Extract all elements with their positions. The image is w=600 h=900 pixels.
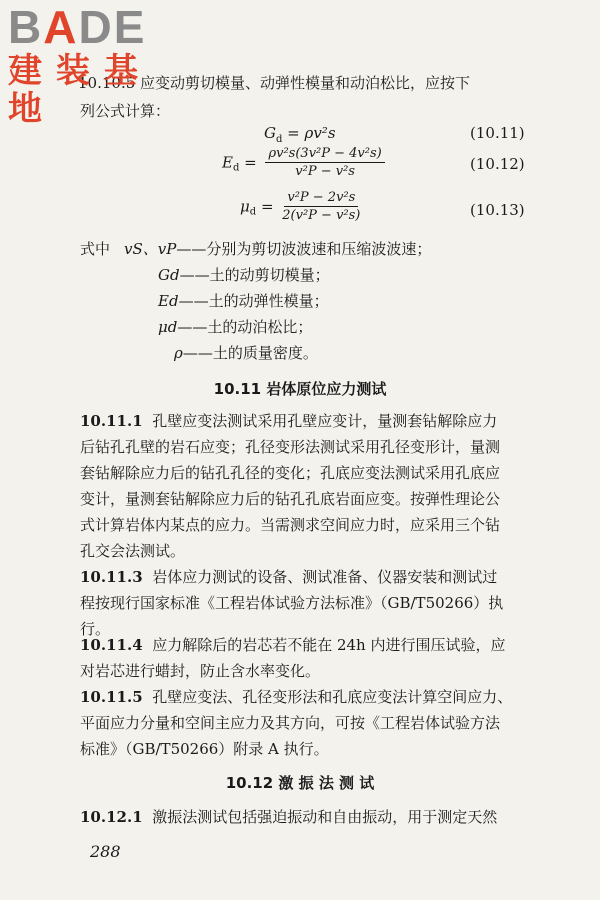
clause-line: 孔交会法测试。 <box>80 542 186 560</box>
clause-line: 10.11.5 孔壁应变法、孔径变形法和孔底应变法计算空间应力、 <box>80 688 513 706</box>
symbol-row: Gd——土的动剪切模量； <box>158 266 330 284</box>
symbol-row: 式中 vS、vP——分别为剪切波波速和压缩波波速； <box>80 240 432 258</box>
clause-line: 平面应力分量和空间主应力及其方向，可按《工程岩体试验方法 <box>80 714 501 732</box>
clause-line: 行。 <box>80 620 111 638</box>
clause-line: 对岩芯进行蜡封，防止含水率变化。 <box>80 662 321 680</box>
equation-number: (10.12) <box>470 155 525 173</box>
clause-line: 10.11.4 应力解除后的岩芯若不能在 24h 内进行围压试验，应 <box>80 636 506 654</box>
logo-subtitle: 建装基地 <box>8 51 152 129</box>
section-heading-10-12: 10.12 激 振 法 测 试 <box>225 774 375 792</box>
clause-line: 变计，量测套钻解除应力后的钻孔孔底岩面应变。按弹性理论公 <box>80 490 501 508</box>
brand-logo <box>8 1 198 129</box>
intro-line-2: 列公式计算： <box>80 102 171 120</box>
symbol-row: ρ——土的质量密度。 <box>174 344 318 362</box>
equation-10-12: $E_d$ = $\frac{\text{ρv²s(3v²P − 4v²s)}}{\text{v²P − v²s}}$ <box>222 146 385 179</box>
clause-line: 标准》（GB/T50266）附录 A 执行。 <box>80 740 329 758</box>
clause-line: 式计算岩体内某点的应力。当需测求空间应力时，应采用三个钻 <box>80 516 501 534</box>
page-number: 288 <box>90 842 121 861</box>
clause-line: 后钻孔孔壁的岩石应变；孔径变形法测试采用孔径变形计，量测 <box>80 438 501 456</box>
section-heading-10-11: 10.11 岩体原位应力测试 <box>213 380 387 398</box>
clause-line: 10.11.1 孔壁应变法测试采用孔壁应变计，量测套钻解除应力 <box>80 412 498 430</box>
logo-wordmark: BADE <box>8 1 147 53</box>
clause-line: 程按现行国家标准《工程岩体试验方法标准》（GB/T50266）执 <box>80 594 504 612</box>
equation-10-11: $G_d = \rho v^2s$ <box>264 124 336 145</box>
equation-10-13: $\mu_d$ = $\frac{\text{v²P − 2v²s}}{\text{2(v²P − v²s)}}$ <box>240 190 361 223</box>
symbol-row: Ed——土的动弹性模量； <box>158 292 329 310</box>
intro-line-1: 10.10.5 应变动剪切模量、动弹性模量和动泊松比，应按下 <box>78 74 471 92</box>
clause-line: 10.12.1 激振法测试包括强迫振动和自由振动，用于测定天然 <box>80 808 498 826</box>
equation-number: (10.11) <box>470 124 525 142</box>
symbol-row: μd——土的动泊松比； <box>158 318 313 336</box>
clause-line: 套钻解除应力后的钻孔孔径的变化；孔底应变法测试采用孔底应 <box>80 464 501 482</box>
equation-number: (10.13) <box>470 201 525 219</box>
clause-line: 10.11.3 岩体应力测试的设备、测试准备、仪器安装和测试过 <box>80 568 498 586</box>
